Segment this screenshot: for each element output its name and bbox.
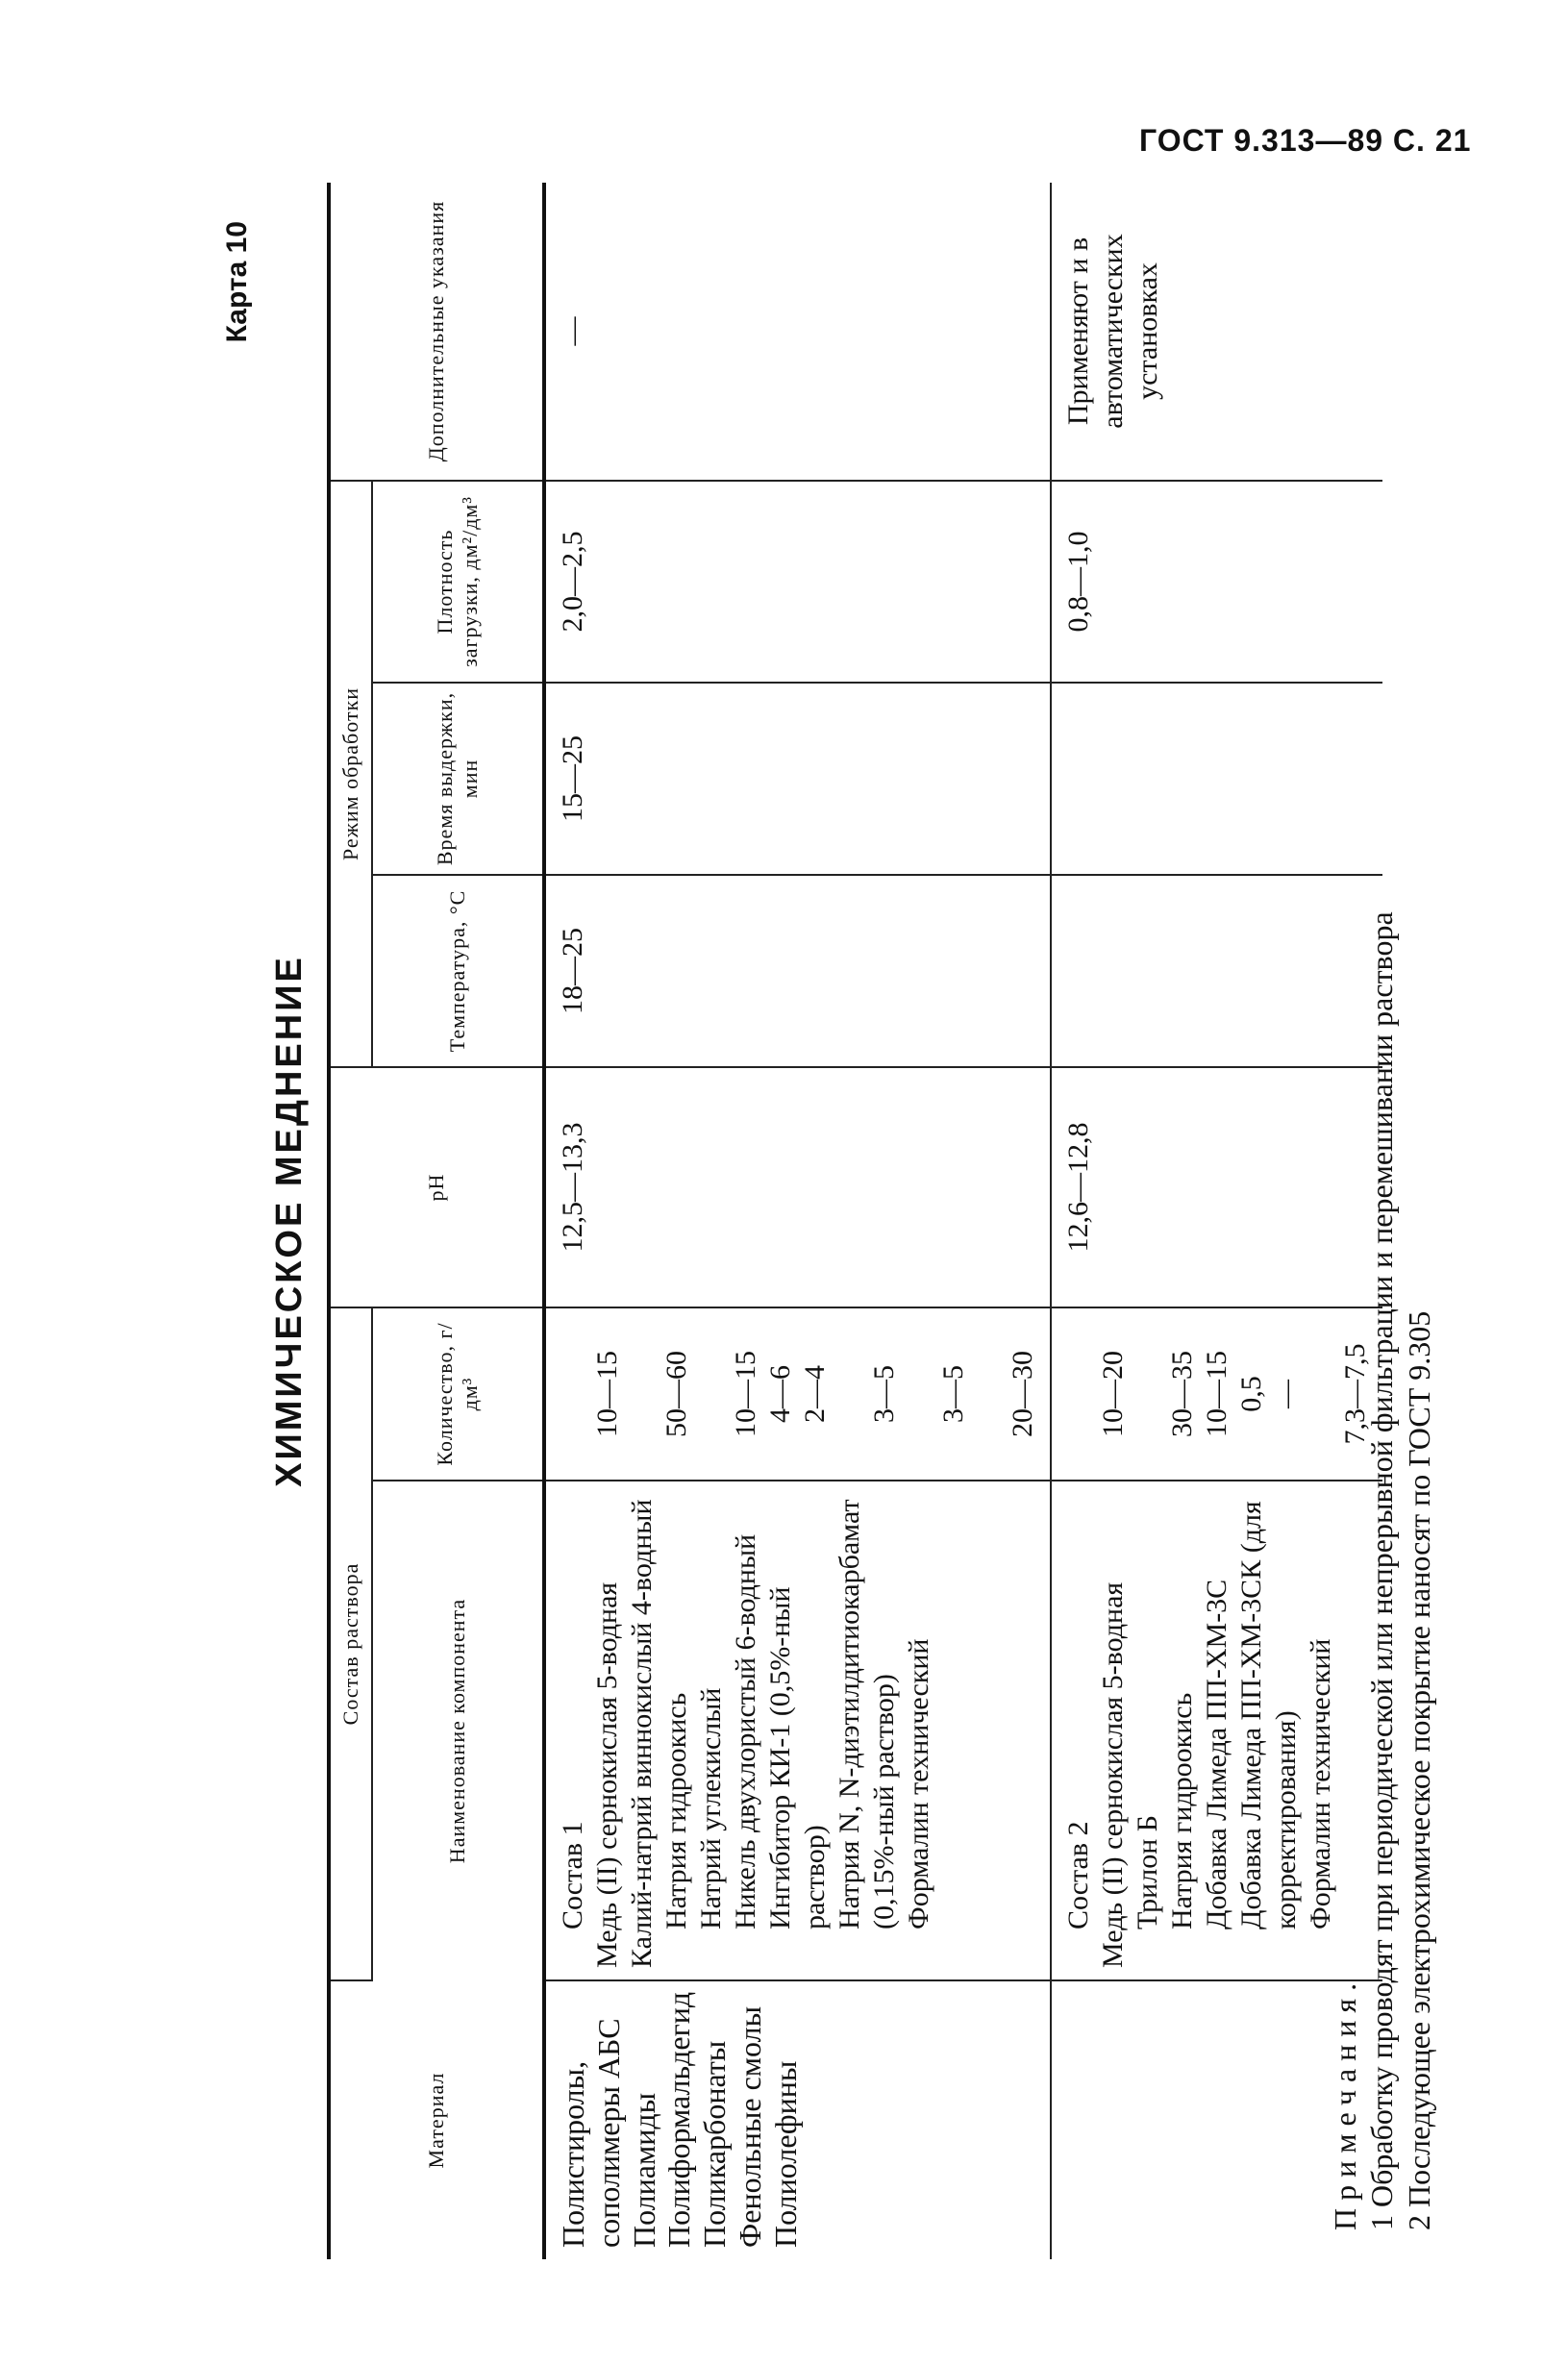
component-line: Натрия N, N-диэтилдитиокарбамат (0,15%-ный раствор) bbox=[834, 1499, 900, 1929]
quantity-line: 50—60 bbox=[660, 1351, 692, 1437]
quantity-line: 3—5 bbox=[937, 1365, 969, 1423]
temperature-cell: 18—25 bbox=[544, 875, 1051, 1067]
quantity-line: 30—35 bbox=[1166, 1351, 1198, 1437]
component-cell bbox=[544, 1481, 1051, 1980]
extra-cell: — bbox=[544, 183, 1051, 481]
component-line: Формалин технический bbox=[1305, 1638, 1336, 1929]
time-cell: 15—25 bbox=[544, 683, 1051, 875]
component-line: Добавка Лимеда ПП-ХМ-3С bbox=[1201, 1579, 1232, 1929]
quantity-line: 10—15 bbox=[730, 1351, 761, 1437]
col-material: Материал bbox=[329, 1980, 544, 2259]
component-line: Трилон Б bbox=[1132, 1815, 1163, 1929]
material-cell bbox=[544, 1980, 1051, 2259]
material-line: Полиформальдегид bbox=[661, 1991, 697, 2248]
quantity-line bbox=[1061, 1320, 1096, 1468]
card-label: Карта 10 bbox=[221, 221, 253, 343]
quantity-line: 0,5 bbox=[1235, 1376, 1267, 1412]
quantity-cell bbox=[544, 1307, 1051, 1481]
col-component: Наименование компонента bbox=[445, 1598, 469, 1864]
component-line: Натрия гидроокись bbox=[660, 1692, 692, 1929]
component-line: Состав 1 bbox=[557, 1821, 588, 1929]
quantity-line: 3—5 bbox=[868, 1365, 900, 1423]
quantity-line: 20—30 bbox=[1007, 1351, 1038, 1437]
component-line: Добавка Лимеда ПП-ХМ-3СК (для корректирования) bbox=[1235, 1501, 1302, 1929]
component-line: Медь (II) сернокислая 5-водная bbox=[1097, 1581, 1129, 1968]
material-line: Полиамиды bbox=[626, 2092, 661, 2248]
col-quantity: Количество, г/дм³ bbox=[372, 1307, 544, 1481]
col-density: Плотность загрузки, дм²/дм³ bbox=[372, 481, 544, 683]
quantity-line: 7,3—7,5 bbox=[1339, 1343, 1371, 1445]
material-line: Полиолефины bbox=[767, 2060, 803, 2248]
col-ph: pH bbox=[329, 1067, 544, 1307]
notes bbox=[1327, 212, 1437, 2230]
quantity-line: 10—15 bbox=[1201, 1351, 1232, 1437]
component-line: Натрия гидроокись bbox=[1166, 1692, 1198, 1929]
component-line: Формалин технический bbox=[903, 1638, 934, 1929]
note-item: 1 Обработку проводят при периодической или непрерывной фильтрации и перемешивании раствора bbox=[1364, 911, 1400, 2230]
process-table bbox=[327, 183, 1382, 2259]
page-header: ГОСТ 9.313—89 С. 21 bbox=[1139, 123, 1472, 158]
component-line: Натрий углекислый bbox=[695, 1687, 727, 1929]
component-line: Никель двухлористый 6-водный bbox=[730, 1533, 761, 1929]
col-temperature: Температура, °С bbox=[372, 875, 544, 1067]
quantity-line: 10—15 bbox=[591, 1351, 623, 1437]
component-line: Состав 2 bbox=[1062, 1821, 1094, 1929]
component-line: Калий-натрий виннокислый 4-водный bbox=[626, 1499, 658, 1968]
rotated-table-area bbox=[221, 183, 1461, 2259]
ph-cell: 12,6—12,8 bbox=[1051, 1067, 1382, 1307]
ph-cell: 12,5—13,3 bbox=[544, 1067, 1051, 1307]
quantity-line: — bbox=[1270, 1380, 1302, 1408]
density-cell: 0,8—1,0 bbox=[1051, 481, 1382, 683]
col-mode: Режим обработки bbox=[329, 481, 372, 1067]
col-solution: Состав раствора bbox=[329, 1307, 372, 1980]
table-row bbox=[544, 183, 1051, 2259]
component-line: Ингибитор КИ-1 (0,5%-ный раствор) bbox=[764, 1586, 831, 1929]
extra-cell: Применяют и в автоматических установках bbox=[1051, 183, 1382, 481]
notes-heading: Примечания. bbox=[1328, 1975, 1362, 2230]
note-item: 2 Последующее электрохимическое покрытие наносят по ГОСТ 9.305 bbox=[1401, 1310, 1436, 2230]
quantity-line: 10—20 bbox=[1097, 1351, 1129, 1437]
col-time: Время выдержки, мин bbox=[372, 683, 544, 875]
quantity-line: 4—6 bbox=[764, 1365, 796, 1423]
quantity-line: 2—4 bbox=[799, 1365, 831, 1423]
material-line: Полистиролы, сополимеры АБС bbox=[556, 2018, 626, 2248]
col-extra: Дополнительные указания bbox=[329, 183, 544, 481]
material-line: Поликарбонаты bbox=[697, 2040, 733, 2248]
quantity-line bbox=[556, 1320, 590, 1468]
component-line: Медь (II) сернокислая 5-водная bbox=[591, 1581, 623, 1968]
table-title: ХИМИЧЕСКОЕ МЕДНЕНИЕ bbox=[269, 955, 310, 1487]
material-line: Фенольные смолы bbox=[732, 2005, 767, 2248]
density-cell: 2,0—2,5 bbox=[544, 481, 1051, 683]
